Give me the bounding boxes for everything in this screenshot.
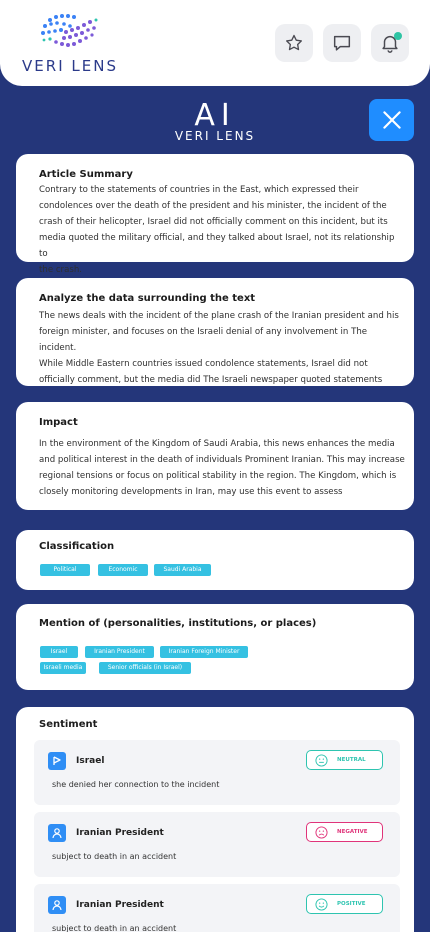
classification-tag[interactable]: Political	[40, 564, 90, 576]
classification-card	[16, 530, 414, 590]
user-icon	[48, 824, 66, 842]
text-line: foreign minister, and focuses on the Israeli denial of any involvement in The incident.	[39, 327, 368, 353]
analyze-data-card	[16, 278, 414, 386]
sentiment-badge	[306, 822, 383, 842]
text-line: and political interest in the death of individuals Prominent Iranian. This may increase	[39, 455, 405, 465]
card-title: Sentiment	[39, 719, 98, 730]
text-line: closely monitoring developments in Iran, may use this event to assess	[39, 487, 343, 497]
favorite-button[interactable]	[275, 24, 313, 62]
mention-tag[interactable]: Iranian President	[85, 646, 154, 658]
entity-name: Iranian President	[76, 828, 164, 838]
notification-dot	[394, 32, 402, 40]
text-line: While Middle Eastern countries issued condolence statements, Israel did not	[39, 359, 368, 369]
smile-face-icon	[315, 898, 328, 911]
sentiment-item[interactable]	[34, 740, 400, 805]
card-title: Mention of (personalities, institutions, or places)	[39, 618, 317, 629]
card-text	[39, 308, 405, 388]
mention-tag[interactable]: Israel	[40, 646, 78, 658]
card-title: Impact	[39, 417, 78, 428]
sentiment-item[interactable]	[34, 812, 400, 877]
star-icon	[284, 33, 304, 53]
ai-subtitle: VERI LENS	[174, 129, 256, 143]
mention-tag[interactable]: Israeli media	[40, 662, 86, 674]
mention-tag[interactable]: Iranian Foreign Minister	[160, 646, 248, 658]
badge-label: NEGATIVE	[337, 829, 368, 835]
card-title: Classification	[39, 541, 115, 552]
badge-label: POSITIVE	[337, 901, 366, 907]
entity-name: Iranian President	[76, 900, 164, 910]
notifications-button[interactable]	[371, 24, 409, 62]
text-line: condolences over the death of the president and his minister, the incident of the	[39, 201, 387, 211]
badge-label: NEUTRAL	[337, 757, 366, 763]
classification-tag[interactable]: Saudi Arabia	[154, 564, 211, 576]
card-text	[39, 436, 405, 500]
mentions-card	[16, 604, 414, 690]
user-icon	[48, 896, 66, 914]
sentiment-item[interactable]	[34, 884, 400, 932]
messages-button[interactable]	[323, 24, 361, 62]
card-title: Analyze the data surrounding the text	[39, 293, 256, 304]
sad-face-icon	[315, 826, 328, 839]
logo-mark-icon	[36, 12, 104, 54]
ai-veri-lens-mark	[160, 98, 270, 144]
neutral-face-icon	[315, 754, 328, 767]
sentiment-description: subject to death in an accident	[52, 852, 177, 861]
top-bar	[0, 0, 430, 86]
ai-title: AI	[194, 98, 236, 133]
text-line: officially comment, but the media did The Israeli newspaper quoted statements	[39, 375, 383, 385]
text-line: regional tensions or focus on political stability in the region. The Kingdom, which is	[39, 471, 397, 481]
article-summary-card	[16, 154, 414, 275]
veri-lens-logo[interactable]	[20, 12, 120, 74]
classification-tag[interactable]: Economic	[98, 564, 148, 576]
sentiment-badge	[306, 894, 383, 914]
text-line: In the environment of the Kingdom of Saudi Arabia, this news enhances the media	[39, 439, 395, 449]
logo-text: VERI LENS	[22, 57, 118, 75]
mention-tag[interactable]: Senior officials (in Israel)	[99, 662, 191, 674]
sentiment-badge	[306, 750, 383, 770]
text-line: The news deals with the incident of the plane crash of the Iranian president and his	[39, 311, 399, 321]
text-line: media quoted the military official, and they talked about Israel, not its relationship to	[39, 233, 395, 259]
entity-name: Israel	[76, 756, 105, 766]
close-button[interactable]	[369, 99, 414, 141]
close-icon	[379, 107, 405, 133]
sentiment-description: she denied her connection to the incident	[52, 780, 220, 789]
text-line: the crash.	[39, 265, 83, 275]
text-line: Contrary to the statements of countries in the East, which expressed their	[39, 185, 359, 195]
text-line: crash of their helicopter, Israel did not officially comment on this incident, but its	[39, 217, 388, 227]
card-title: Article Summary	[39, 169, 133, 180]
chat-bubble-icon	[331, 32, 353, 54]
sentiment-description: subject to death in an accident	[52, 924, 177, 932]
card-text	[39, 182, 405, 278]
flag-icon	[48, 752, 66, 770]
impact-card	[16, 402, 414, 510]
sentiment-card	[16, 707, 414, 932]
